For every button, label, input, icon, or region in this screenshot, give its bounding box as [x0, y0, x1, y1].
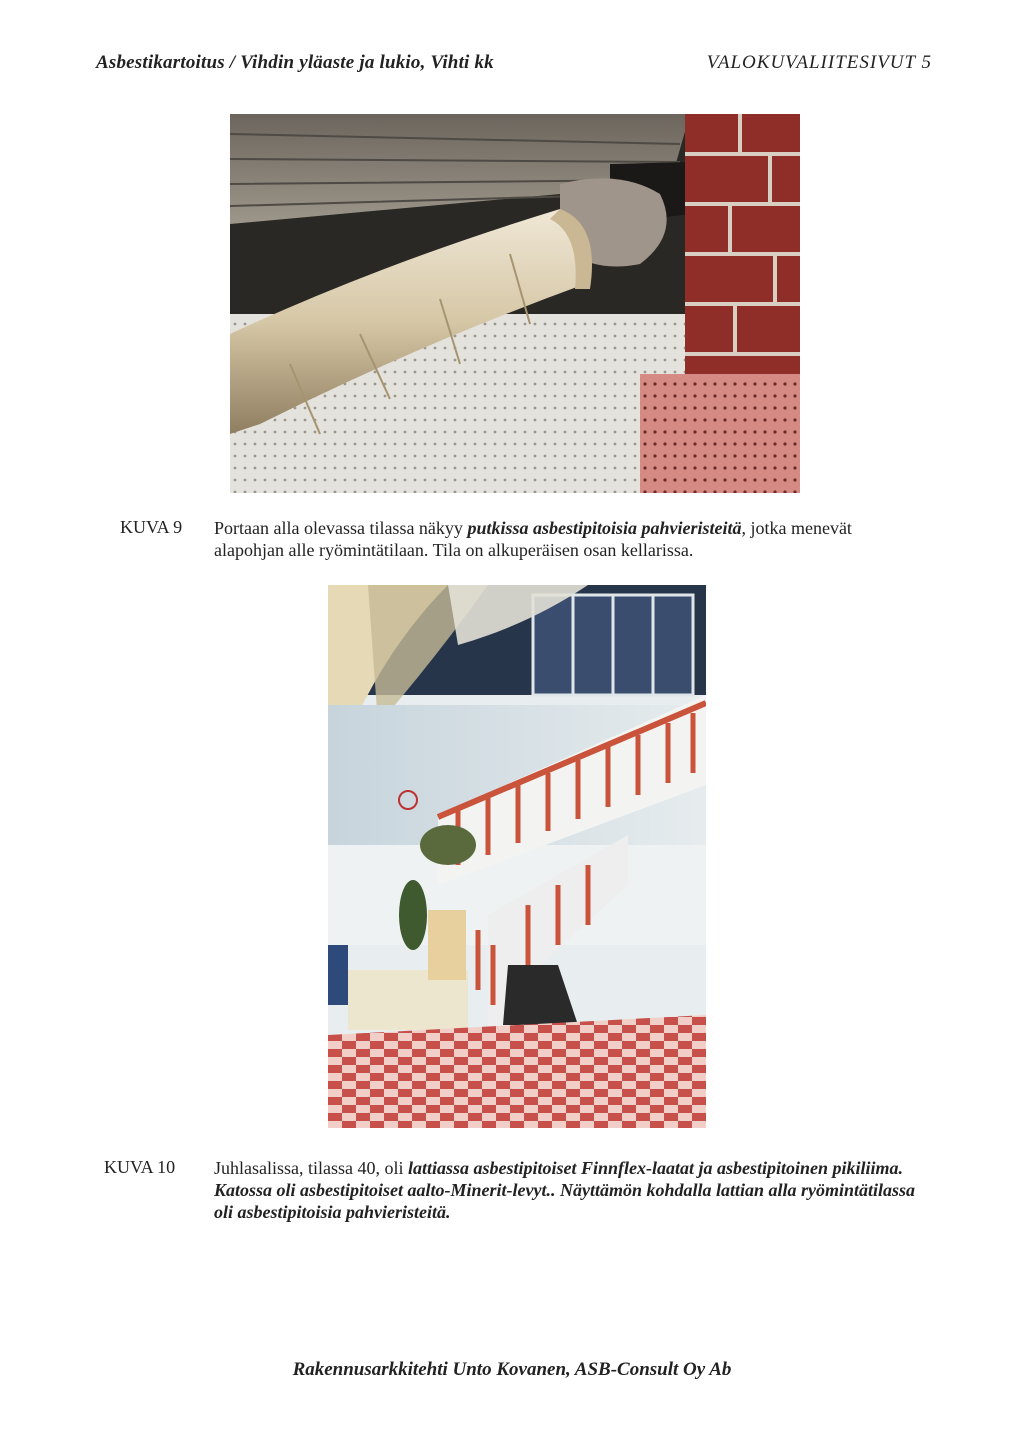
photo-pipe-insulation: [230, 114, 800, 493]
figure-10-caption: [214, 1157, 926, 1223]
photo-festival-hall: [328, 585, 706, 1128]
figure-9-caption-part1: Portaan alla olevassa tilassa näkyy: [214, 518, 468, 538]
page-footer: Rakennusarkkitehti Unto Kovanen, ASB-Consult Oy Ab: [292, 1359, 732, 1380]
figure-9-caption: [214, 517, 904, 561]
figure-9-caption-emphasis: putkissa asbestipitoisia pahvieristeitä: [467, 518, 742, 538]
figure-9-caption-part2: , jotka menevät alapohjan alle ryömintätilaan. Tila on alkuperäisen osan kellarissa.: [214, 518, 852, 560]
figure-9-label: KUVA 9: [120, 517, 183, 537]
page-header-title: Asbestikartoitus / Vihdin yläaste ja lukio, Vihti kk: [96, 52, 494, 73]
page-header-section: VALOKUVALIITESIVUT 5: [706, 52, 932, 73]
figure-10-label: KUVA 10: [104, 1157, 176, 1177]
figure-10-caption-part1: Juhlasalissa, tilassa 40, oli: [214, 1158, 408, 1178]
figure-10-caption-emphasis: lattiassa asbestipitoiset Finnflex-laatat ja asbestipitoinen pikiliima. Katossa oli asbestipitoiset aalto-Minerit-levyt.. Näyttämön kohdalla lattian alla ryömintätilassa oli asbestipitoisia pahvieristeitä.: [214, 1158, 916, 1222]
